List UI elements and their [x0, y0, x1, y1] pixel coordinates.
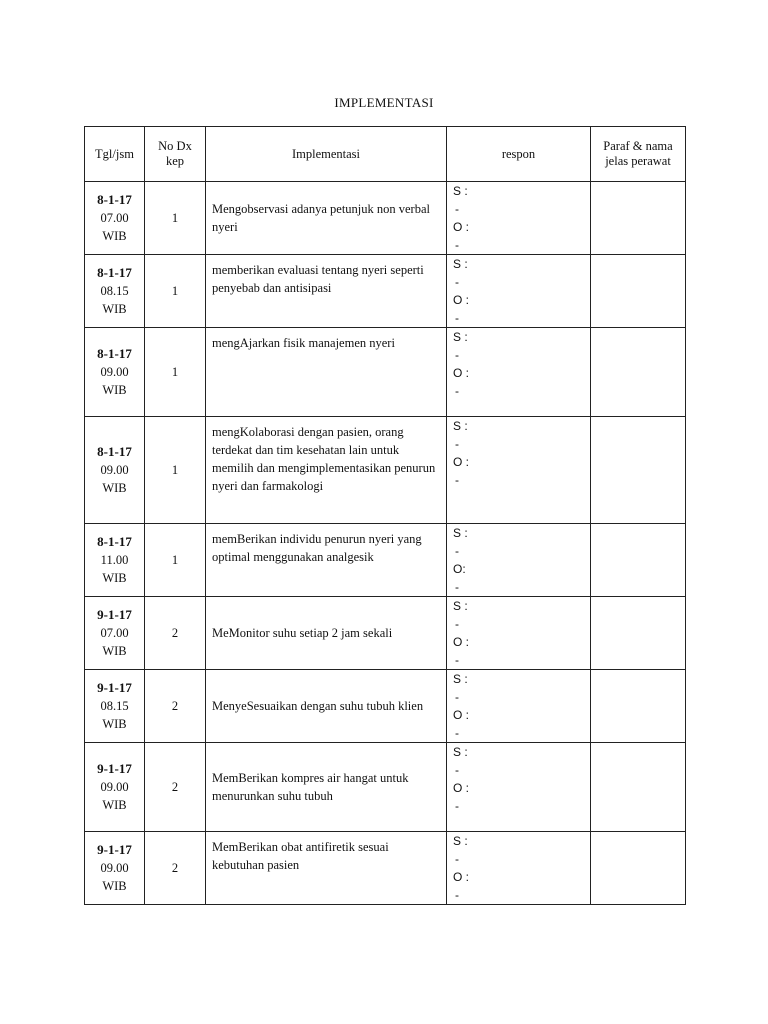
- respon-s-label: S :: [453, 526, 468, 540]
- row-wib: WIB: [102, 481, 127, 495]
- table-row: [85, 417, 686, 524]
- cell-no-dx: 1: [145, 417, 206, 524]
- row-date: 8-1-17: [97, 192, 132, 207]
- row-time: 09.00: [100, 365, 129, 379]
- table-header-row: [85, 127, 686, 182]
- cell-tgl: [85, 832, 145, 905]
- cell-respon: [447, 597, 591, 670]
- table-row: [85, 743, 686, 832]
- cell-respon: [447, 524, 591, 597]
- cell-no-dx: 1: [145, 182, 206, 255]
- cell-tgl: [85, 597, 145, 670]
- row-time: 08.15: [100, 284, 129, 298]
- cell-paraf: [591, 524, 686, 597]
- cell-tgl: [85, 417, 145, 524]
- row-wib: WIB: [102, 302, 127, 316]
- cell-no-dx: 1: [145, 524, 206, 597]
- cell-no-dx: 1: [145, 255, 206, 328]
- header-paraf: Paraf & nama jelas perawat: [591, 127, 686, 182]
- respon-s-value: -: [455, 617, 459, 631]
- row-date: 9-1-17: [97, 842, 132, 857]
- table-row: [85, 328, 686, 417]
- row-wib: WIB: [102, 879, 127, 893]
- cell-tgl: [85, 182, 145, 255]
- respon-o-value: -: [455, 311, 459, 325]
- cell-paraf: [591, 597, 686, 670]
- respon-s-label: S :: [453, 672, 468, 686]
- row-time: 07.00: [100, 626, 129, 640]
- cell-paraf: [591, 328, 686, 417]
- cell-implementasi: mengKolaborasi dengan pasien, orang terdekat dan tim kesehatan lain untuk memilih dan mengimplementasikan penurun nyeri dan farmakologi: [206, 417, 447, 524]
- respon-s-value: -: [455, 275, 459, 289]
- row-date: 9-1-17: [97, 761, 132, 776]
- table-row: [85, 670, 686, 743]
- row-wib: WIB: [102, 383, 127, 397]
- respon-o-value: -: [455, 726, 459, 740]
- cell-respon: [447, 182, 591, 255]
- row-time: 07.00: [100, 211, 129, 225]
- row-date: 9-1-17: [97, 607, 132, 622]
- cell-paraf: [591, 417, 686, 524]
- row-time: 09.00: [100, 861, 129, 875]
- respon-o-value: -: [455, 888, 459, 902]
- respon-o-label: O :: [453, 708, 470, 722]
- cell-implementasi: MemBerikan kompres air hangat untuk menurunkan suhu tubuh: [206, 743, 447, 832]
- respon-s-value: -: [455, 690, 459, 704]
- respon-o-label: O :: [453, 635, 470, 649]
- row-time: 09.00: [100, 780, 129, 794]
- header-implementasi: Implementasi: [206, 127, 447, 182]
- cell-tgl: [85, 743, 145, 832]
- cell-implementasi: memBerikan individu penurun nyeri yang optimal menggunakan analgesik: [206, 524, 447, 597]
- respon-s-value: -: [455, 544, 459, 558]
- cell-no-dx: 2: [145, 670, 206, 743]
- cell-no-dx: 2: [145, 743, 206, 832]
- row-date: 8-1-17: [97, 444, 132, 459]
- cell-tgl: [85, 255, 145, 328]
- respon-o-value: -: [455, 653, 459, 667]
- cell-tgl: [85, 524, 145, 597]
- header-tgl: Tgl/jsm: [85, 127, 145, 182]
- respon-s-value: -: [455, 763, 459, 777]
- cell-no-dx: 2: [145, 832, 206, 905]
- respon-o-value: -: [455, 473, 459, 487]
- cell-paraf: [591, 182, 686, 255]
- cell-implementasi: MenyeSesuaikan dengan suhu tubuh klien: [206, 670, 447, 743]
- row-date: 8-1-17: [97, 534, 132, 549]
- row-wib: WIB: [102, 571, 127, 585]
- row-time: 11.00: [100, 553, 129, 567]
- row-date: 8-1-17: [97, 265, 132, 280]
- respon-o-label: O :: [453, 366, 470, 380]
- cell-respon: [447, 328, 591, 417]
- row-wib: WIB: [102, 717, 127, 731]
- cell-respon: [447, 832, 591, 905]
- cell-implementasi: MemBerikan obat antifiretik sesuai kebutuhan pasien: [206, 832, 447, 905]
- respon-s-label: S :: [453, 257, 468, 271]
- header-respon: respon: [447, 127, 591, 182]
- respon-s-value: -: [455, 348, 459, 362]
- row-date: 8-1-17: [97, 346, 132, 361]
- respon-s-label: S :: [453, 599, 468, 613]
- cell-implementasi: mengAjarkan fisik manajemen nyeri: [206, 328, 447, 417]
- respon-s-label: S :: [453, 834, 468, 848]
- respon-o-value: -: [455, 238, 459, 252]
- cell-paraf: [591, 832, 686, 905]
- cell-paraf: [591, 743, 686, 832]
- respon-o-label: O:: [453, 562, 466, 576]
- table-row: [85, 255, 686, 328]
- row-time: 08.15: [100, 699, 129, 713]
- respon-s-label: S :: [453, 330, 468, 344]
- table-row: [85, 597, 686, 670]
- row-wib: WIB: [102, 798, 127, 812]
- table-row: [85, 182, 686, 255]
- respon-s-label: S :: [453, 184, 468, 198]
- respon-o-value: -: [455, 799, 459, 813]
- respon-o-value: -: [455, 580, 459, 594]
- page-title: IMPLEMENTASI: [334, 95, 434, 110]
- respon-s-value: -: [455, 852, 459, 866]
- cell-no-dx: 2: [145, 597, 206, 670]
- row-time: 09.00: [100, 463, 129, 477]
- cell-respon: [447, 417, 591, 524]
- header-no-dx: No Dx kep: [145, 127, 206, 182]
- respon-o-label: O :: [453, 220, 470, 234]
- respon-o-label: O :: [453, 781, 470, 795]
- cell-paraf: [591, 255, 686, 328]
- row-wib: WIB: [102, 229, 127, 243]
- respon-s-value: -: [455, 437, 459, 451]
- table-row: [85, 524, 686, 597]
- respon-o-label: O :: [453, 455, 470, 469]
- cell-no-dx: 1: [145, 328, 206, 417]
- respon-o-label: O :: [453, 293, 470, 307]
- respon-s-label: S :: [453, 419, 468, 433]
- row-wib: WIB: [102, 644, 127, 658]
- respon-s-label: S :: [453, 745, 468, 759]
- cell-respon: [447, 670, 591, 743]
- row-date: 9-1-17: [97, 680, 132, 695]
- cell-tgl: [85, 670, 145, 743]
- cell-respon: [447, 743, 591, 832]
- cell-tgl: [85, 328, 145, 417]
- cell-respon: [447, 255, 591, 328]
- table-row: [85, 832, 686, 905]
- respon-o-label: O :: [453, 870, 470, 884]
- respon-o-value: -: [455, 384, 459, 398]
- cell-implementasi: memberikan evaluasi tentang nyeri seperti penyebab dan antisipasi: [206, 255, 447, 328]
- cell-implementasi: Mengobservasi adanya petunjuk non verbal nyeri: [206, 182, 447, 255]
- cell-implementasi: MeMonitor suhu setiap 2 jam sekali: [206, 597, 447, 670]
- cell-paraf: [591, 670, 686, 743]
- implementation-table: [84, 126, 686, 905]
- respon-s-value: -: [455, 202, 459, 216]
